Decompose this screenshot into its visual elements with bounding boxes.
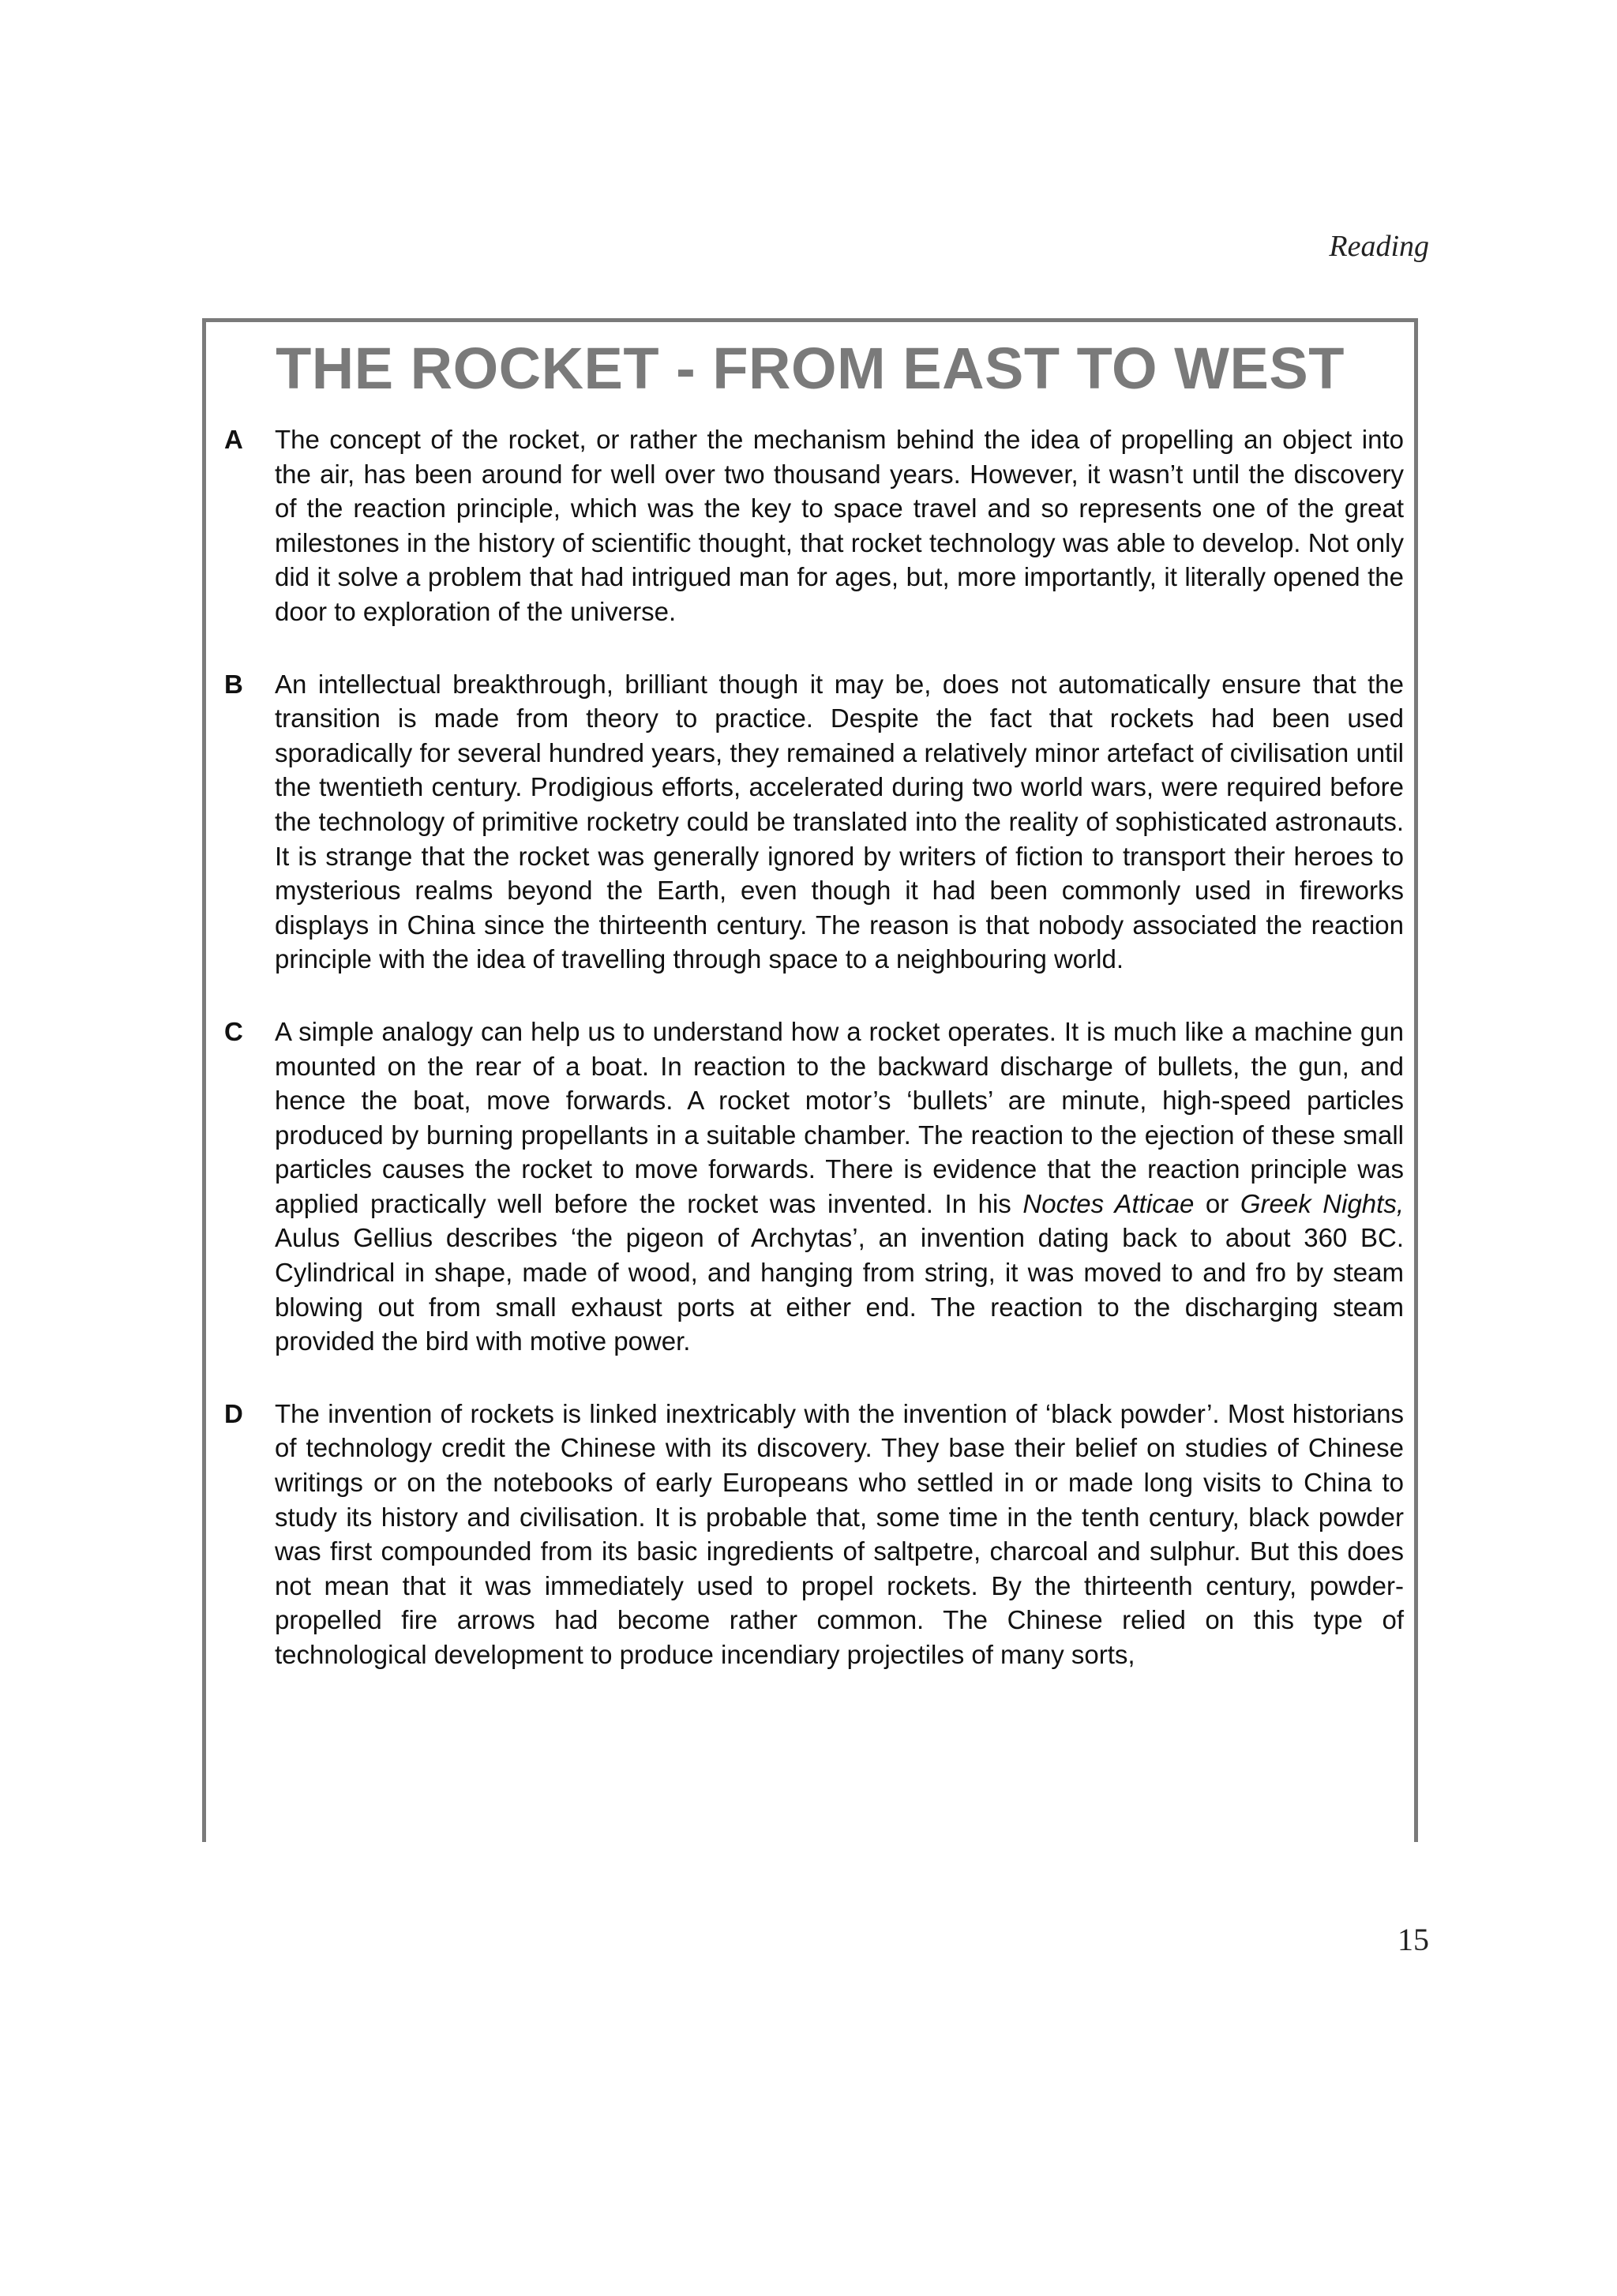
paragraph-letter: A bbox=[224, 425, 243, 454]
paragraph-text: The concept of the rocket, or rather the mechanism behind the idea of propelling an object into the air, has been around for well over two thousand years. However, it wasn’t until the discovery of the reaction principle, which was the key to space travel and so represents one of the great milestones in the history of scientific thought, that rocket technology was able to develop. Not only did it solve a problem that had intrigued man for ages, but, more importantly, it literally opened the door to exploration of the universe. bbox=[275, 425, 1404, 626]
book-title-noctes-atticae: Noctes Atticae bbox=[1022, 1188, 1195, 1218]
paragraph-text-segment: or bbox=[1194, 1188, 1240, 1218]
paragraph-text: An intellectual breakthrough, brilliant though it may be, does not automatically ensure that the transition is made from theory to practice. Despite the fact that rockets had been used sporadically for several hundred years, they remained a relatively minor artefact of civilisation until the twentieth century. Prodigious efforts, accelerated during two world wars, were required before the technology of primitive rocketry could be translated into the reality of sophisticated astronauts. It is strange that the rocket was generally ignored by writers of fiction to transport their heroes to mysterious realms beyond the Earth, even though it had been commonly used in fireworks displays in China since the thirteenth century. The reason is that nobody associated the reaction principle with the idea of travelling through space to a neighbouring world. bbox=[275, 669, 1404, 974]
paragraph-letter: C bbox=[224, 1016, 243, 1046]
paragraph-text bbox=[275, 1015, 1404, 1359]
paragraph-c bbox=[224, 1015, 1404, 1359]
paragraph-letter: B bbox=[224, 669, 243, 699]
paragraph-d bbox=[224, 1397, 1404, 1672]
book-title-greek-nights: Greek Nights, bbox=[1240, 1188, 1404, 1218]
paragraph-text-segment: Aulus Gellius describes ‘the pigeon of Archytas’, an invention dating back to about 360 BC. Cylindrical in shape, made of wood, and hanging from string, it was moved to and fro by steam blowing out from small exhaust ports at either end. The reaction to the discharging steam provided the bird with motive power. bbox=[275, 1223, 1404, 1356]
article-box bbox=[202, 318, 1418, 1842]
paragraph-text-segment: A simple analogy can help us to understand how a rocket operates. It is much like a machine gun mounted on the rear of a boat. In reaction to the backward discharge of bullets, the gun, and hence the boat, move forwards. A rocket motor’s ‘bullets’ are minute, high-speed particles produced by burning propellants in a suitable chamber. The reaction to the ejection of these small particles causes the rocket to move forwards. There is evidence that the reaction principle was applied practically well before the rocket was invented. In his bbox=[275, 1016, 1404, 1218]
page-number: 15 bbox=[1398, 1922, 1429, 1957]
paragraph-a bbox=[224, 422, 1404, 629]
running-header: Reading bbox=[1329, 230, 1429, 263]
paragraph-letter: D bbox=[224, 1398, 243, 1428]
paragraph-text: The invention of rockets is linked inextricably with the invention of ‘black powder’. Most historians of technology credit the Chinese with its discovery. They base their belief on studies of Chinese writings or on the notebooks of early Europeans who settled in or made long visits to China to study its history and civilisation. It is probable that, some time in the tenth century, black powder was first compounded from its basic ingredients of saltpetre, charcoal and sulphur. But this does not mean that it was immediately used to propel rockets. By the thirteenth century, powder-propelled fire arrows had become rather common. The Chinese relied on this type of technological development to produce incendiary projectiles of many sorts, bbox=[275, 1398, 1404, 1669]
paragraph-b bbox=[224, 667, 1404, 977]
paragraph-list bbox=[224, 422, 1404, 1710]
article-title: THE ROCKET - FROM EAST TO WEST bbox=[276, 336, 1345, 401]
